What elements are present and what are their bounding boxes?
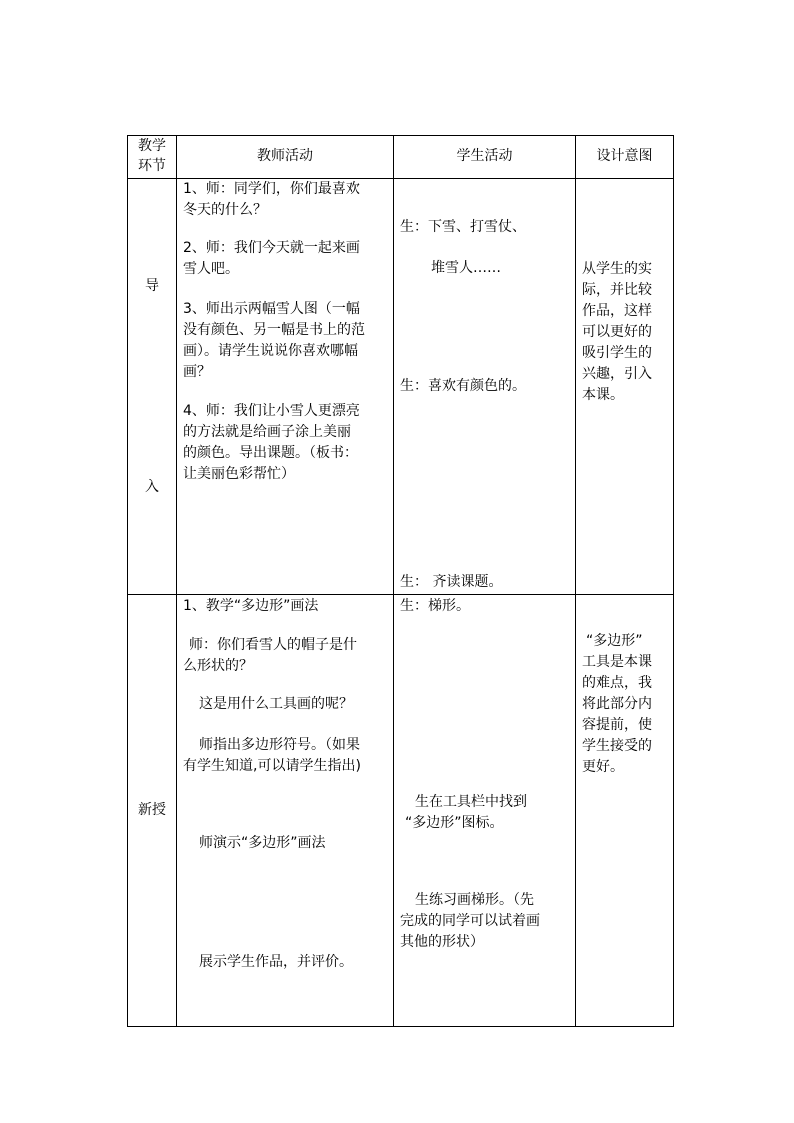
row2-design-line: 将此部分内 — [582, 696, 652, 712]
row1-stage-bottom: 入 — [145, 479, 159, 495]
row1-design-line: 可以更好的 — [582, 324, 652, 340]
row1-design-line: 作品，这样 — [582, 303, 652, 319]
row1-teacher-line: 画）。请学生说说你喜欢哪幅 — [183, 343, 358, 359]
table-border-right — [673, 135, 674, 1027]
row2-design-line: 更好。 — [582, 759, 624, 775]
row2-teacher-line: 师指出多边形符号。（如果 — [199, 737, 360, 753]
row2-design-line: 工具是本课 — [582, 654, 652, 670]
row1-teacher-line: 的方法就是给画子涂上美丽 — [183, 424, 351, 440]
row1-teacher-line: 3、师出示两幅雪人图（一幅 — [183, 301, 360, 317]
header-design-intent: 设计意图 — [596, 148, 653, 164]
row-divider — [127, 594, 674, 595]
row1-student-line: 生： 齐读课题。 — [400, 574, 503, 590]
row1-teacher-line: 1、师：同学们，你们最喜欢 — [183, 181, 360, 197]
row2-teacher-line: 师演示“多边形”画法 — [199, 835, 326, 851]
row2-teacher-line: 有学生知道,可以请学生指出) — [183, 758, 361, 774]
column-divider-2 — [393, 135, 394, 1027]
lesson-plan-table — [127, 135, 674, 1027]
row1-design-line: 本课。 — [582, 387, 624, 403]
row2-design-line: 的难点，我 — [582, 675, 652, 691]
header-stage-line2: 环节 — [138, 158, 166, 174]
row1-student-line: 堆雪人…… — [431, 260, 501, 276]
row1-teacher-line: 没有颜色、另一幅是书上的范 — [183, 322, 365, 338]
row1-teacher-line: 2、师：我们今天就一起来画 — [183, 240, 360, 256]
row2-student-line: 其他的形状） — [400, 934, 484, 950]
row1-student-line: 生：下雪、打雪仗、 — [400, 219, 526, 235]
row2-design-line: 学生接受的 — [582, 738, 652, 754]
header-stage-line1: 教学 — [138, 138, 166, 154]
column-divider-1 — [176, 135, 177, 1027]
table-border-top — [127, 135, 674, 136]
row1-teacher-line: 画？ — [183, 364, 211, 380]
row2-teacher-line: 么形状的？ — [183, 658, 253, 674]
row1-teacher-line: 让美丽色彩帮忙） — [183, 466, 295, 482]
column-divider-3 — [575, 135, 576, 1027]
row2-student-line: 生练习画梯形。（先 — [415, 892, 534, 908]
row2-design-line: 容提前，使 — [582, 717, 652, 733]
row2-teacher-line: 1、教学“多边形”画法 — [183, 598, 319, 614]
row2-stage: 新授 — [138, 802, 166, 818]
row2-teacher-line: 展示学生作品，并评价。 — [199, 954, 353, 970]
row1-student-line: 生：喜欢有颜色的。 — [400, 378, 526, 394]
row1-design-line: 际，并比较 — [582, 282, 652, 298]
table-border-bottom — [127, 1026, 674, 1027]
row1-teacher-line: 雪人吧。 — [183, 261, 239, 277]
row1-design-line: 从学生的实 — [582, 261, 652, 277]
header-teacher-activity: 教师活动 — [257, 148, 313, 164]
row1-stage-top: 导 — [145, 278, 159, 294]
row2-student-line: “多边形”图标。 — [405, 815, 504, 831]
row2-student-line: 生在工具栏中找到 — [415, 794, 527, 810]
row1-teacher-line: 冬天的什么？ — [183, 202, 267, 218]
table-border-left — [127, 135, 128, 1027]
row2-student-line: 生：梯形。 — [400, 598, 470, 614]
row2-teacher-line: 师：你们看雪人的帽子是什 — [189, 637, 357, 653]
row1-teacher-line: 的颜色。导出课题。（板书： — [183, 445, 358, 461]
row2-student-line: 完成的同学可以试着画 — [400, 913, 540, 929]
row1-design-line: 吸引学生的 — [582, 345, 652, 361]
row1-design-line: 兴趣，引入 — [582, 366, 652, 382]
row2-design-line: “多边形” — [586, 633, 643, 649]
row1-teacher-line: 4、师：我们让小雪人更漂亮 — [183, 403, 360, 419]
header-student-activity: 学生活动 — [456, 148, 513, 164]
row2-teacher-line: 这是用什么工具画的呢？ — [199, 696, 353, 712]
